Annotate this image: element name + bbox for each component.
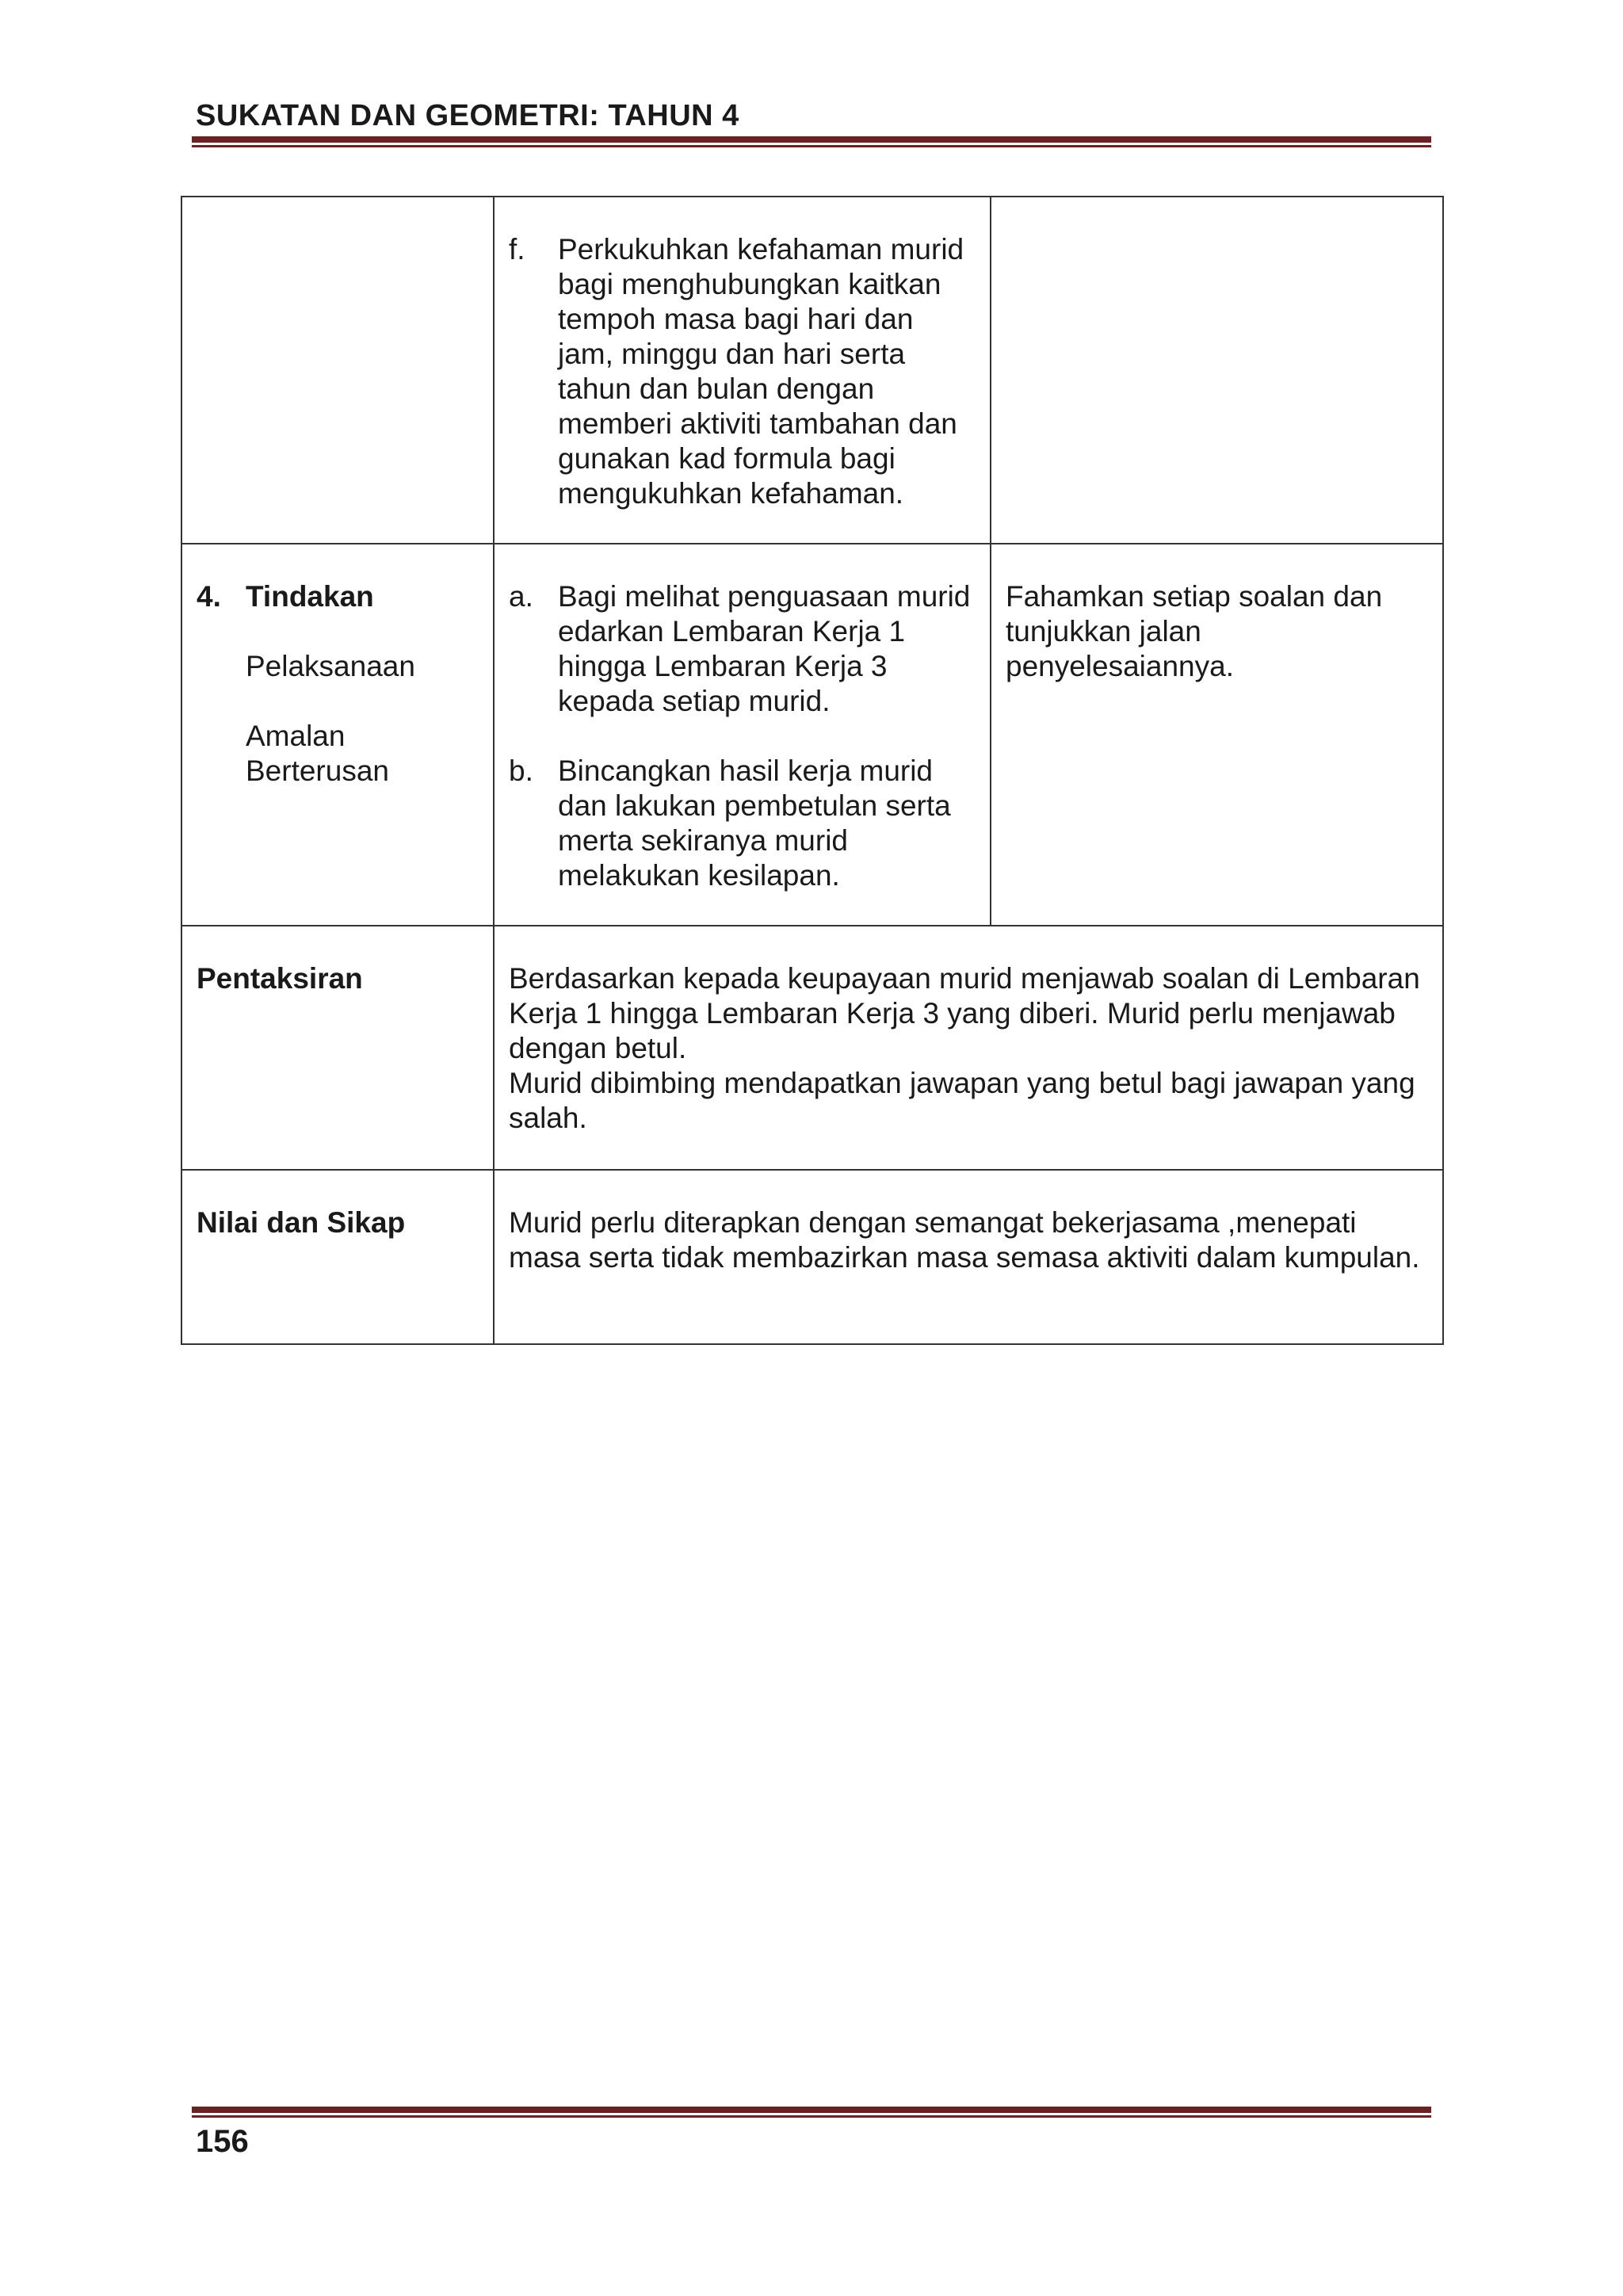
activity-item-a [509, 579, 976, 719]
notes-cell [991, 197, 1443, 544]
activity-cell [494, 197, 991, 544]
pentaksiran-content-cell [494, 926, 1443, 1170]
label-cell [181, 926, 494, 1170]
stage-sub-amalan: Amalan Berterusan [246, 720, 389, 787]
stage-cell [181, 544, 494, 926]
footer-rule [192, 2107, 1431, 2118]
activity-text: Bincangkan hasil kerja murid dan lakukan pembetulan serta merta sekiranya murid melakukan kesilapan. [558, 755, 951, 892]
stage-title: Tindakan [246, 580, 374, 613]
page-header-title: SUKATAN DAN GEOMETRI: TAHUN 4 [196, 99, 739, 132]
nilai-label: Nilai dan Sikap [197, 1206, 406, 1239]
notes-text: Fahamkan setiap soalan dan tunjukkan jalan penyelesaiannya. [1006, 580, 1383, 682]
pentaksiran-label: Pentaksiran [197, 962, 363, 995]
nilai-content-cell [494, 1170, 1443, 1344]
activity-letter: f. [509, 233, 525, 266]
label-cell [181, 1170, 494, 1344]
table-row [181, 1170, 1443, 1344]
table-row [181, 544, 1443, 926]
activity-item-f [509, 232, 976, 511]
stage-cell [181, 197, 494, 544]
activity-item-b [509, 754, 976, 893]
pentaksiran-text-1: Berdasarkan kepada keupayaan murid menjawab soalan di Lembaran Kerja 1 hingga Lembaran Kerja 3 yang diberi. Murid perlu menjawab dengan betul. [509, 962, 1420, 1064]
activity-text: Perkukuhkan kefahaman murid bagi menghubungkan kaitkan tempoh masa bagi hari dan jam, minggu dan hari serta tahun dan bulan dengan memberi aktiviti tambahan dan gunakan kad formula bagi mengukuhkan kefahaman. [558, 233, 964, 510]
lesson-plan-table [181, 196, 1444, 1345]
pentaksiran-text-2: Murid dibimbing mendapatkan jawapan yang betul bagi jawapan yang salah. [509, 1067, 1415, 1134]
activity-letter: b. [509, 755, 533, 787]
notes-cell [991, 544, 1443, 926]
table-row [181, 197, 1443, 544]
stage-block [197, 579, 479, 789]
table-row [181, 926, 1443, 1170]
stage-sub-pelaksanaan: Pelaksanaan [246, 650, 415, 682]
header-rule [192, 136, 1431, 147]
stage-number: 4. [197, 580, 221, 613]
nilai-text: Murid perlu diterapkan dengan semangat bekerjasama ,menepati masa serta tidak membazirkan masa semasa aktiviti dalam kumpulan. [509, 1206, 1420, 1274]
activity-cell [494, 544, 991, 926]
activity-letter: a. [509, 580, 533, 613]
page-number: 156 [196, 2124, 249, 2159]
activity-text: Bagi melihat penguasaan murid edarkan Lembaran Kerja 1 hingga Lembaran Kerja 3 kepada setiap murid. [558, 580, 971, 717]
